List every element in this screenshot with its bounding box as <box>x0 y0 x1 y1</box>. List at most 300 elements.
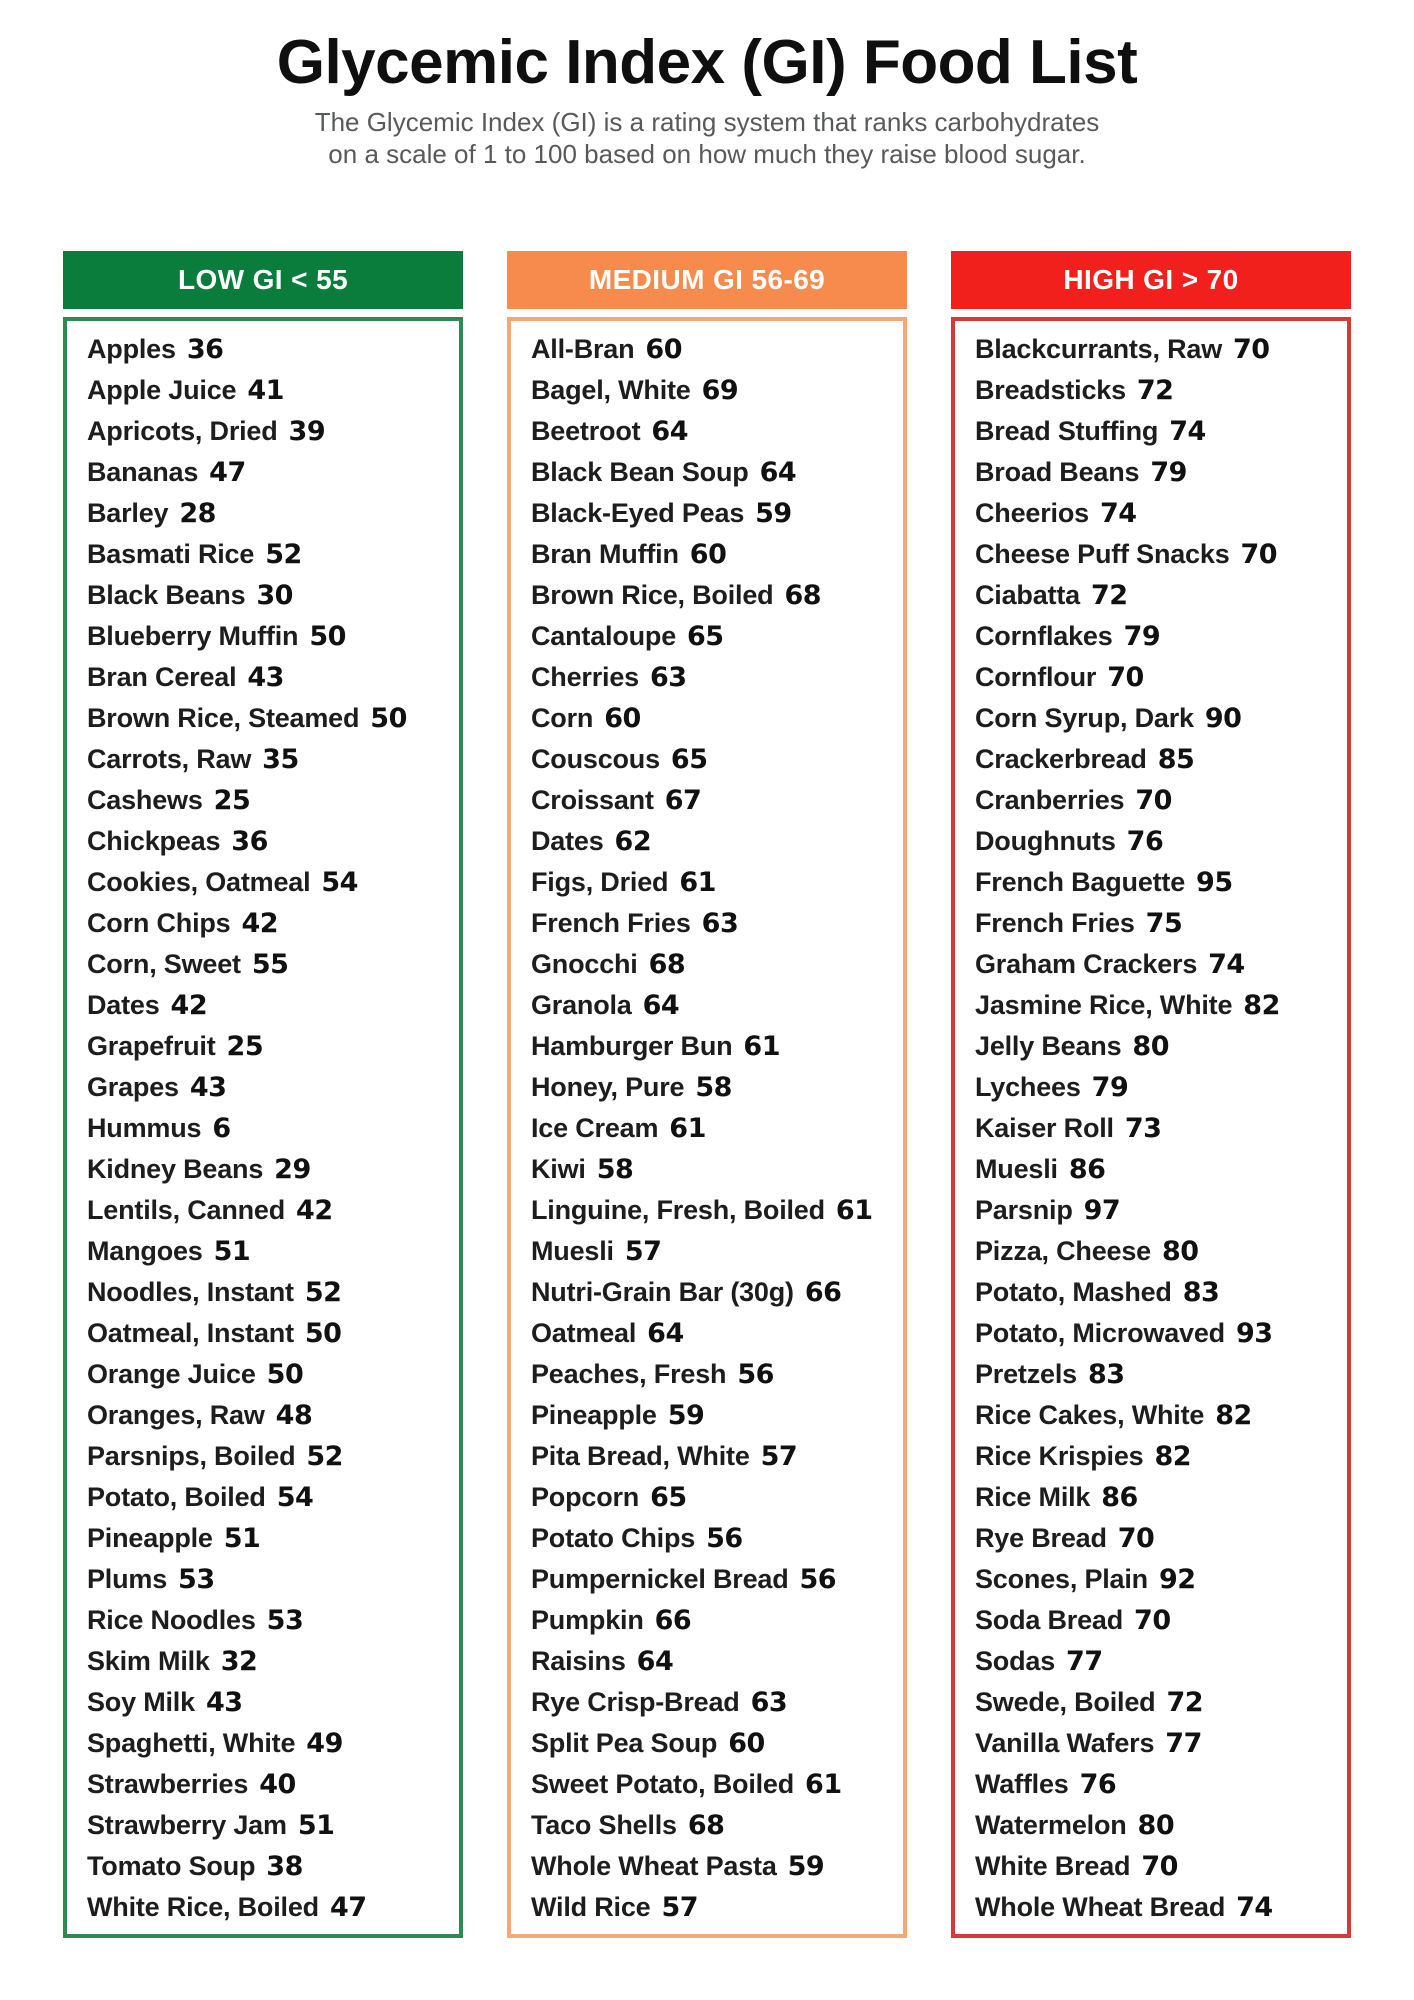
food-name: Hamburger Bun <box>531 1031 733 1062</box>
column-high-gi <box>951 251 1351 1938</box>
food-gi-value: 70 <box>1141 1851 1178 1883</box>
food-gi-value: 36 <box>186 334 224 366</box>
food-item <box>87 1477 453 1518</box>
food-name: Split Pea Soup <box>531 1728 718 1759</box>
food-item <box>87 1723 453 1764</box>
food-item <box>87 1354 453 1395</box>
food-item <box>87 1682 453 1723</box>
food-gi-value: 54 <box>276 1482 314 1514</box>
food-name: Orange Juice <box>87 1359 256 1390</box>
column-header-medium-gi: MEDIUM GI 56-69 <box>507 251 907 309</box>
food-name: Pita Bread, White <box>531 1441 750 1472</box>
food-name: Tomato Soup <box>87 1851 256 1882</box>
food-name: Bagel, White <box>531 375 691 406</box>
food-name: Spaghetti, White <box>87 1728 296 1759</box>
food-item <box>531 575 897 616</box>
food-item <box>87 862 453 903</box>
food-item <box>87 1395 453 1436</box>
food-item <box>87 411 453 452</box>
food-item <box>975 370 1341 411</box>
food-name: Apples <box>87 334 176 365</box>
food-gi-value: 41 <box>247 375 284 407</box>
food-gi-value: 28 <box>179 498 216 530</box>
food-gi-value: 53 <box>266 1605 304 1637</box>
food-item <box>975 1600 1341 1641</box>
food-gi-value: 66 <box>804 1277 842 1309</box>
food-item <box>531 370 897 411</box>
food-gi-value: 50 <box>266 1359 304 1391</box>
food-name: Basmati Rice <box>87 539 255 570</box>
food-name: Brown Rice, Steamed <box>87 703 360 734</box>
food-item <box>975 1436 1341 1477</box>
food-item <box>531 1395 897 1436</box>
food-name: Beetroot <box>531 416 641 447</box>
food-name: Sweet Potato, Boiled <box>531 1769 795 1800</box>
food-name: Oatmeal, Instant <box>87 1318 294 1349</box>
food-gi-value: 70 <box>1135 785 1172 817</box>
food-gi-value: 59 <box>667 1400 705 1432</box>
food-name: Graham Crackers <box>975 949 1198 980</box>
food-gi-value: 43 <box>189 1072 227 1104</box>
food-name: Cashews <box>87 785 203 816</box>
food-name: Pineapple <box>87 1523 213 1554</box>
food-gi-value: 59 <box>755 498 792 530</box>
food-name: Bananas <box>87 457 199 488</box>
food-name: Figs, Dried <box>531 867 669 898</box>
food-name: Chickpeas <box>87 826 221 857</box>
food-name: Ice Cream <box>531 1113 659 1144</box>
food-name: Rye Bread <box>975 1523 1107 1554</box>
food-item <box>975 1190 1341 1231</box>
column-header-low-gi: LOW GI < 55 <box>63 251 463 309</box>
food-name: Corn <box>531 703 594 734</box>
food-gi-value: 29 <box>274 1154 311 1186</box>
food-item <box>975 821 1341 862</box>
food-name: Rice Krispies <box>975 1441 1144 1472</box>
food-item <box>531 1190 897 1231</box>
food-gi-value: 42 <box>241 908 279 940</box>
food-gi-value: 61 <box>835 1195 873 1227</box>
food-name: Strawberry Jam <box>87 1810 287 1841</box>
food-gi-value: 79 <box>1150 457 1187 489</box>
food-gi-value: 79 <box>1123 621 1161 653</box>
food-gi-value: 60 <box>645 334 682 366</box>
page-subtitle <box>0 107 1414 171</box>
food-item <box>975 329 1341 370</box>
food-item <box>531 1805 897 1846</box>
food-name: Swede, Boiled <box>975 1687 1156 1718</box>
food-item <box>975 1477 1341 1518</box>
food-name: Pretzels <box>975 1359 1077 1390</box>
food-item <box>975 1108 1341 1149</box>
food-name: Waffles <box>975 1769 1069 1800</box>
food-name: Pineapple <box>531 1400 657 1431</box>
food-item <box>87 616 453 657</box>
food-name: Potato Chips <box>531 1523 696 1554</box>
food-item <box>975 1641 1341 1682</box>
food-name: Cornflour <box>975 662 1097 693</box>
food-item <box>87 780 453 821</box>
food-gi-value: 80 <box>1132 1031 1169 1063</box>
food-name: Taco Shells <box>531 1810 677 1841</box>
food-name: All-Bran <box>531 334 635 365</box>
food-item <box>531 1354 897 1395</box>
food-item <box>975 1846 1341 1887</box>
food-name: Black-Eyed Peas <box>531 498 745 529</box>
food-item <box>531 903 897 944</box>
food-gi-value: 47 <box>329 1892 367 1924</box>
food-gi-value: 30 <box>256 580 293 612</box>
food-gi-value: 60 <box>604 703 641 735</box>
food-item <box>531 1559 897 1600</box>
food-gi-value: 57 <box>624 1236 662 1268</box>
food-name: Kaiser Roll <box>975 1113 1114 1144</box>
food-name: Peaches, Fresh <box>531 1359 727 1390</box>
food-gi-value: 55 <box>251 949 289 981</box>
food-gi-value: 70 <box>1107 662 1144 694</box>
food-item <box>975 780 1341 821</box>
food-list-medium-gi <box>507 317 907 1938</box>
food-name: Gnocchi <box>531 949 638 980</box>
food-item <box>975 985 1341 1026</box>
food-item <box>975 1067 1341 1108</box>
food-name: Rye Crisp-Bread <box>531 1687 740 1718</box>
food-item <box>975 903 1341 944</box>
food-gi-value: 47 <box>209 457 246 489</box>
food-item <box>87 1887 453 1928</box>
food-item <box>531 411 897 452</box>
food-name: Oatmeal <box>531 1318 637 1349</box>
food-name: Whole Wheat Pasta <box>531 1851 777 1882</box>
food-gi-value: 52 <box>304 1277 342 1309</box>
food-gi-value: 42 <box>296 1195 333 1227</box>
food-gi-value: 35 <box>262 744 299 776</box>
food-gi-value: 52 <box>306 1441 343 1473</box>
food-name: French Baguette <box>975 867 1186 898</box>
food-item <box>975 1313 1341 1354</box>
food-gi-value: 38 <box>266 1851 303 1883</box>
food-item <box>975 411 1341 452</box>
food-gi-value: 48 <box>275 1400 313 1432</box>
column-header-high-gi: HIGH GI > 70 <box>951 251 1351 309</box>
food-item <box>531 493 897 534</box>
food-name: White Bread <box>975 1851 1131 1882</box>
food-item <box>975 1559 1341 1600</box>
food-name: Raisins <box>531 1646 626 1677</box>
food-gi-value: 73 <box>1124 1113 1162 1145</box>
food-item <box>531 1600 897 1641</box>
food-name: Mangoes <box>87 1236 203 1267</box>
food-item <box>975 657 1341 698</box>
food-item <box>975 493 1341 534</box>
food-item <box>87 493 453 534</box>
food-item <box>531 1149 897 1190</box>
food-gi-value: 52 <box>265 539 302 571</box>
gi-columns <box>0 251 1414 1938</box>
food-name: Cherries <box>531 662 639 693</box>
food-name: Couscous <box>531 744 660 775</box>
food-gi-value: 65 <box>650 1482 687 1514</box>
food-gi-value: 50 <box>309 621 346 653</box>
food-item <box>531 821 897 862</box>
food-gi-value: 51 <box>297 1810 335 1842</box>
food-gi-value: 60 <box>728 1728 765 1760</box>
food-gi-value: 25 <box>226 1031 264 1063</box>
food-item <box>531 739 897 780</box>
food-item <box>531 534 897 575</box>
food-name: Grapes <box>87 1072 179 1103</box>
food-item <box>531 1108 897 1149</box>
food-gi-value: 66 <box>654 1605 692 1637</box>
food-name: Barley <box>87 498 169 529</box>
food-name: Black Beans <box>87 580 246 611</box>
food-name: Dates <box>87 990 160 1021</box>
food-name: Linguine, Fresh, Boiled <box>531 1195 825 1226</box>
food-item <box>87 739 453 780</box>
food-name: Cantaloupe <box>531 621 677 652</box>
food-gi-value: 72 <box>1090 580 1128 612</box>
food-gi-value: 53 <box>178 1564 215 1596</box>
food-name: Doughnuts <box>975 826 1116 857</box>
food-item <box>87 1436 453 1477</box>
food-name: White Rice, Boiled <box>87 1892 319 1923</box>
food-gi-value: 43 <box>205 1687 243 1719</box>
food-item <box>87 329 453 370</box>
food-gi-value: 82 <box>1243 990 1280 1022</box>
food-item <box>87 1559 453 1600</box>
food-gi-value: 56 <box>799 1564 837 1596</box>
food-gi-value: 82 <box>1154 1441 1192 1473</box>
food-gi-value: 90 <box>1204 703 1242 735</box>
food-name: Potato, Microwaved <box>975 1318 1225 1349</box>
food-gi-value: 61 <box>805 1769 842 1801</box>
food-name: Dates <box>531 826 604 857</box>
food-gi-value: 70 <box>1117 1523 1155 1555</box>
food-gi-value: 51 <box>223 1523 261 1555</box>
food-gi-value: 93 <box>1235 1318 1273 1350</box>
food-gi-value: 75 <box>1145 908 1183 940</box>
food-item <box>87 1518 453 1559</box>
food-name: Grapefruit <box>87 1031 216 1062</box>
food-item <box>531 1026 897 1067</box>
food-gi-value: 63 <box>750 1687 788 1719</box>
food-item <box>87 1108 453 1149</box>
food-item <box>531 1067 897 1108</box>
food-gi-value: 63 <box>649 662 687 694</box>
food-gi-value: 64 <box>642 990 680 1022</box>
food-item <box>975 1149 1341 1190</box>
food-name: Crackerbread <box>975 744 1147 775</box>
food-gi-value: 74 <box>1208 949 1245 981</box>
food-name: Rice Cakes, White <box>975 1400 1205 1431</box>
subtitle-line-2: on a scale of 1 to 100 based on how much they raise blood sugar. <box>328 139 1086 170</box>
food-item <box>531 1846 897 1887</box>
food-gi-value: 85 <box>1157 744 1195 776</box>
food-name: Muesli <box>531 1236 614 1267</box>
food-name: Apricots, Dried <box>87 416 278 447</box>
food-name: Soy Milk <box>87 1687 195 1718</box>
food-item <box>531 616 897 657</box>
food-name: Breadsticks <box>975 375 1126 406</box>
food-name: Parsnip <box>975 1195 1073 1226</box>
food-item <box>531 1764 897 1805</box>
food-gi-value: 74 <box>1236 1892 1273 1924</box>
food-gi-value: 49 <box>306 1728 343 1760</box>
food-gi-value: 57 <box>661 1892 699 1924</box>
food-item <box>531 329 897 370</box>
food-name: Bran Cereal <box>87 662 237 693</box>
food-gi-value: 86 <box>1101 1482 1138 1514</box>
food-name: Apple Juice <box>87 375 237 406</box>
food-gi-value: 39 <box>288 416 326 448</box>
food-name: Cookies, Oatmeal <box>87 867 311 898</box>
food-gi-value: 58 <box>695 1072 732 1104</box>
food-gi-value: 63 <box>701 908 739 940</box>
food-item <box>975 1518 1341 1559</box>
food-name: Parsnips, Boiled <box>87 1441 296 1472</box>
food-gi-value: 77 <box>1066 1646 1103 1678</box>
food-item <box>975 1723 1341 1764</box>
food-gi-value: 69 <box>701 375 739 407</box>
food-name: Jasmine Rice, White <box>975 990 1233 1021</box>
food-name: Ciabatta <box>975 580 1080 611</box>
food-name: Black Bean Soup <box>531 457 749 488</box>
food-gi-value: 67 <box>664 785 702 817</box>
food-name: Kidney Beans <box>87 1154 264 1185</box>
food-gi-value: 82 <box>1215 1400 1252 1432</box>
food-item <box>87 657 453 698</box>
food-name: Carrots, Raw <box>87 744 252 775</box>
food-item <box>531 1723 897 1764</box>
food-item <box>87 370 453 411</box>
food-item <box>531 1272 897 1313</box>
food-name: Noodles, Instant <box>87 1277 294 1308</box>
food-gi-value: 64 <box>647 1318 684 1350</box>
food-item <box>87 985 453 1026</box>
food-item <box>531 1313 897 1354</box>
food-gi-value: 72 <box>1166 1687 1204 1719</box>
page-title: Glycemic Index (GI) Food List <box>276 28 1138 97</box>
food-name: Bran Muffin <box>531 539 679 570</box>
food-item <box>531 452 897 493</box>
food-name: Potato, Mashed <box>975 1277 1172 1308</box>
food-gi-value: 51 <box>213 1236 251 1268</box>
food-name: Cranberries <box>975 785 1125 816</box>
food-gi-value: 68 <box>784 580 822 612</box>
food-name: Oranges, Raw <box>87 1400 265 1431</box>
food-gi-value: 72 <box>1136 375 1174 407</box>
food-item <box>87 1600 453 1641</box>
food-item <box>87 1190 453 1231</box>
food-item <box>87 1026 453 1067</box>
food-name: Soda Bread <box>975 1605 1124 1636</box>
food-gi-value: 65 <box>687 621 724 653</box>
food-item <box>975 1272 1341 1313</box>
food-gi-value: 61 <box>669 1113 706 1145</box>
food-item <box>531 862 897 903</box>
food-item <box>531 657 897 698</box>
food-name: Cheerios <box>975 498 1089 529</box>
subtitle-line-1: The Glycemic Index (GI) is a rating system that ranks carbohydrates <box>314 107 1100 138</box>
food-gi-value: 25 <box>213 785 251 817</box>
food-item <box>975 1026 1341 1067</box>
food-gi-value: 68 <box>687 1810 725 1842</box>
food-item <box>531 1641 897 1682</box>
food-gi-value: 40 <box>259 1769 296 1801</box>
food-item <box>87 1846 453 1887</box>
food-name: Rice Noodles <box>87 1605 256 1636</box>
food-name: Vanilla Wafers <box>975 1728 1155 1759</box>
food-item <box>531 1518 897 1559</box>
food-item <box>87 821 453 862</box>
food-item <box>87 1641 453 1682</box>
food-name: Cornflakes <box>975 621 1113 652</box>
food-item <box>975 575 1341 616</box>
food-item <box>87 534 453 575</box>
food-gi-value: 54 <box>321 867 358 899</box>
food-name: Blackcurrants, Raw <box>975 334 1223 365</box>
food-gi-value: 65 <box>670 744 708 776</box>
food-name: Corn, Sweet <box>87 949 241 980</box>
food-gi-value: 74 <box>1099 498 1137 530</box>
food-gi-value: 56 <box>706 1523 743 1555</box>
food-name: Corn Chips <box>87 908 231 939</box>
food-list-high-gi <box>951 317 1351 1938</box>
food-gi-value: 50 <box>304 1318 342 1350</box>
food-item <box>975 1395 1341 1436</box>
food-name: Popcorn <box>531 1482 640 1513</box>
food-name: Watermelon <box>975 1810 1127 1841</box>
food-gi-value: 80 <box>1137 1810 1175 1842</box>
food-name: Muesli <box>975 1154 1058 1185</box>
food-gi-value: 95 <box>1196 867 1233 899</box>
food-name: Potato, Boiled <box>87 1482 266 1513</box>
food-item <box>531 1682 897 1723</box>
food-item <box>87 575 453 616</box>
food-item <box>87 452 453 493</box>
food-item <box>975 698 1341 739</box>
food-gi-value: 83 <box>1182 1277 1220 1309</box>
food-item <box>975 616 1341 657</box>
food-item <box>531 985 897 1026</box>
food-gi-value: 97 <box>1083 1195 1121 1227</box>
food-name: Granola <box>531 990 632 1021</box>
food-item <box>87 1067 453 1108</box>
food-item <box>975 862 1341 903</box>
food-gi-value: 61 <box>743 1031 780 1063</box>
food-item <box>975 739 1341 780</box>
food-item <box>87 698 453 739</box>
food-gi-value: 64 <box>636 1646 674 1678</box>
food-item <box>975 944 1341 985</box>
food-gi-value: 61 <box>679 867 716 899</box>
food-name: French Fries <box>531 908 691 939</box>
food-name: Sodas <box>975 1646 1056 1677</box>
food-gi-value: 36 <box>231 826 268 858</box>
food-gi-value: 32 <box>220 1646 258 1678</box>
food-gi-value: 56 <box>737 1359 774 1391</box>
food-item <box>975 1764 1341 1805</box>
food-name: Pumpkin <box>531 1605 644 1636</box>
food-gi-value: 70 <box>1233 334 1270 366</box>
food-gi-value: 70 <box>1240 539 1278 571</box>
food-gi-value: 6 <box>212 1113 231 1145</box>
food-gi-value: 74 <box>1169 416 1206 448</box>
food-item <box>87 944 453 985</box>
food-item <box>531 1436 897 1477</box>
food-name: Honey, Pure <box>531 1072 685 1103</box>
food-item <box>975 1805 1341 1846</box>
